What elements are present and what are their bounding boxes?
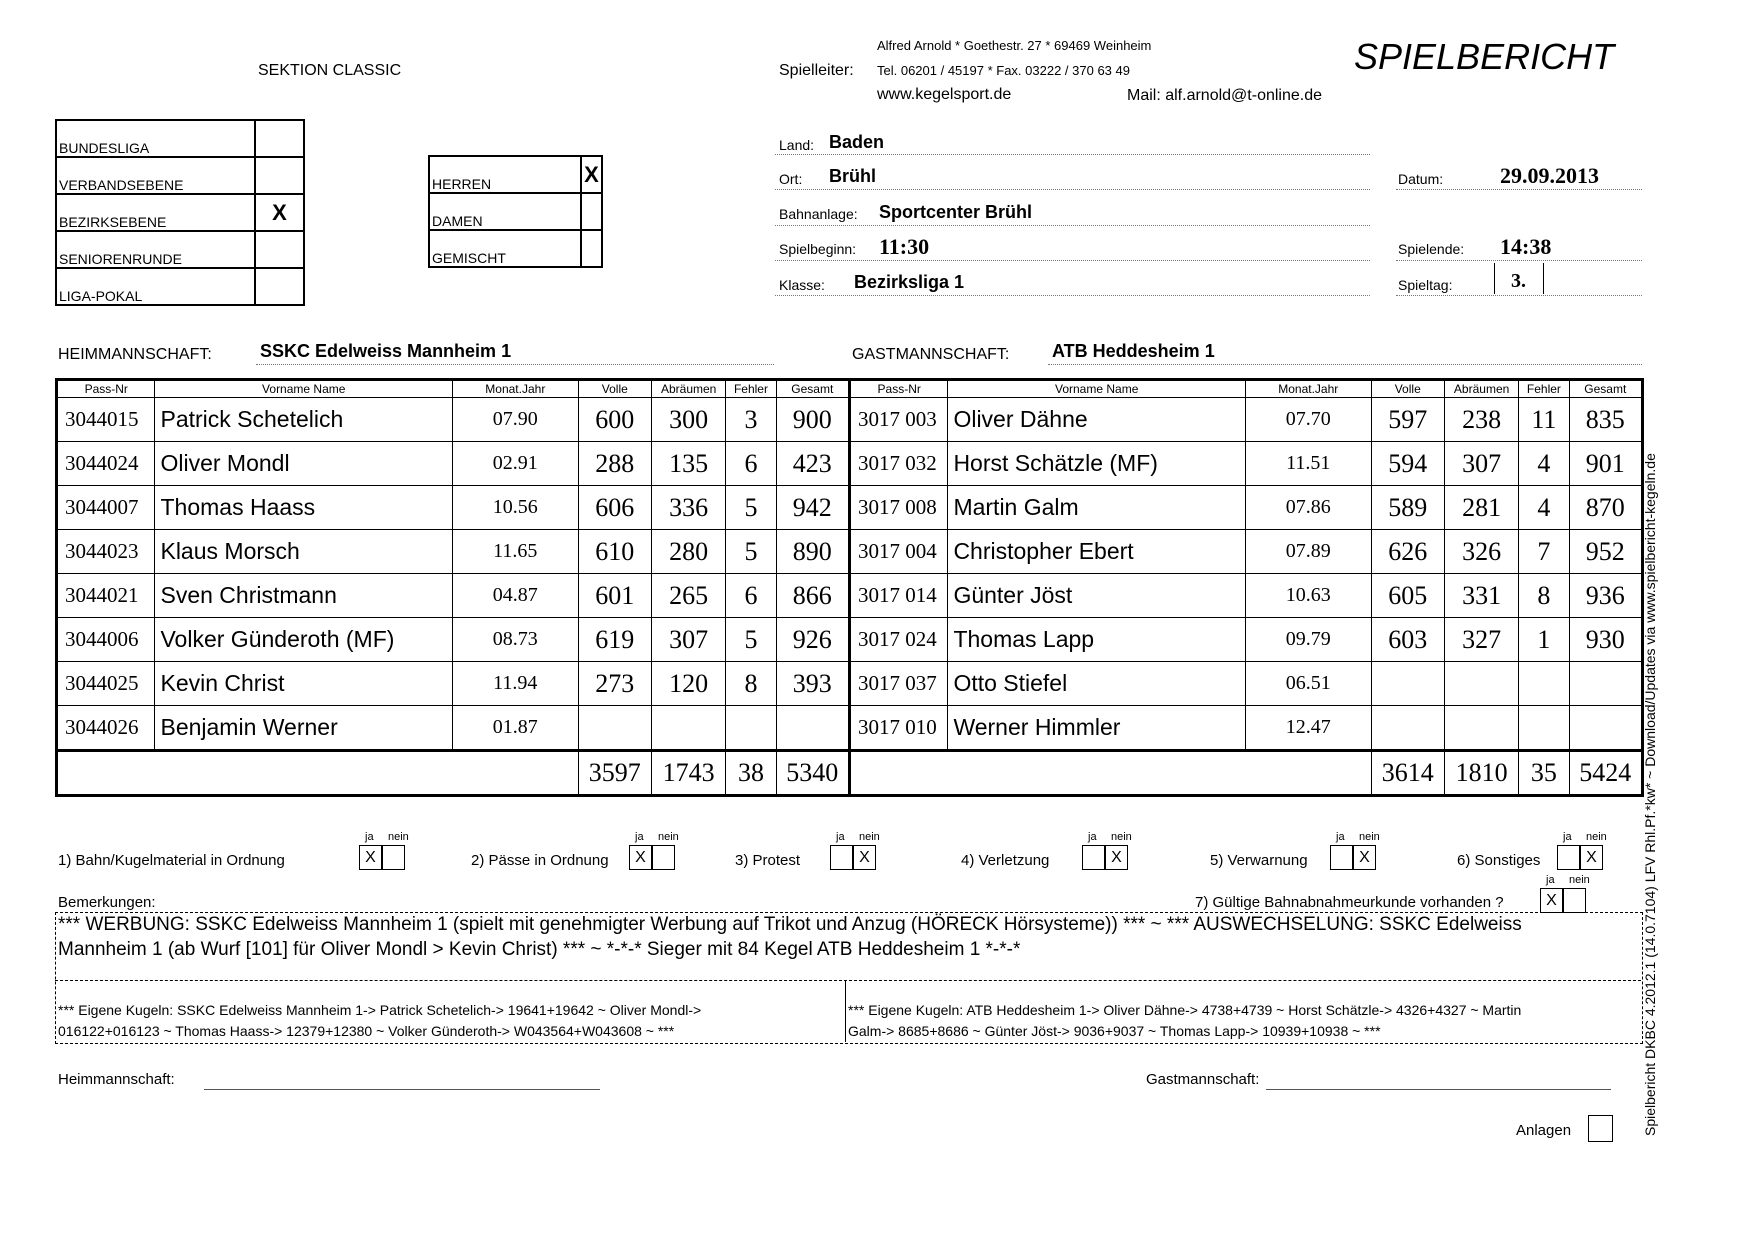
- col-header: Gesamt: [1569, 380, 1642, 398]
- spieltag-underline: [1396, 295, 1642, 296]
- home-gesamt: 942: [776, 486, 849, 530]
- level-label: SENIORENRUNDE: [56, 231, 255, 268]
- gender-label: DAMEN: [429, 193, 581, 230]
- check-5-label: 5) Verwarnung: [1210, 852, 1308, 869]
- guest-volle: [1371, 662, 1444, 706]
- check-5-nein-label: nein: [1359, 831, 1380, 843]
- check-6-ja-label: ja: [1563, 831, 1572, 843]
- guest-abraeumen: 281: [1444, 486, 1518, 530]
- col-header: Pass-Nr: [57, 380, 155, 398]
- gender-row: [429, 230, 602, 267]
- check-7-nein-box[interactable]: [1563, 888, 1586, 913]
- guest-gesamt: 870: [1569, 486, 1642, 530]
- home-gesamt: 423: [776, 442, 849, 486]
- player-row: [57, 618, 1643, 662]
- home-abraeumen: 120: [651, 662, 725, 706]
- col-header: Fehler: [726, 380, 776, 398]
- home-gesamt: 393: [776, 662, 849, 706]
- remarks-line-1: *** WERBUNG: SSKC Edelweiss Mannheim 1 (spielt mit genehmigter Werbung auf Trikot und Anzug (HÖRECK Hörsysteme)) *** ~ *** AUSWECHSELUNG: SSKC Edelweiss: [58, 914, 1522, 935]
- player-row: [57, 706, 1643, 751]
- guest-abraeumen: 326: [1444, 530, 1518, 574]
- guest-player-name: Martin Galm: [948, 486, 1246, 530]
- home-birth-month-year: 11.94: [452, 662, 578, 706]
- check-7-label: 7) Gültige Bahnabnahmeurkunde vorhanden ?: [1195, 894, 1504, 911]
- guest-gesamt: 952: [1569, 530, 1642, 574]
- guest-player-name: Horst Schätzle (MF): [948, 442, 1246, 486]
- beginn-label: Spielbeginn:: [779, 241, 857, 257]
- gender-mark[interactable]: X: [581, 156, 602, 193]
- guest-abraeumen: 331: [1444, 574, 1518, 618]
- home-total-gesamt: 5340: [776, 751, 849, 796]
- player-row: [57, 442, 1643, 486]
- level-label: VERBANDSEBENE: [56, 157, 255, 194]
- home-abraeumen: [651, 706, 725, 751]
- ende-value: 14:38: [1500, 234, 1552, 259]
- level-row: [56, 231, 304, 268]
- anlagen-box[interactable]: [1588, 1115, 1613, 1142]
- check-6-nein-box[interactable]: X: [1580, 845, 1603, 870]
- home-gesamt: [776, 706, 849, 751]
- check-7-nein-label: nein: [1569, 874, 1590, 886]
- home-team-underline: [256, 364, 774, 365]
- level-mark[interactable]: [255, 120, 304, 157]
- check-4-nein-label: nein: [1111, 831, 1132, 843]
- check-2-nein-label: nein: [658, 831, 679, 843]
- totals-spacer-guest: [849, 751, 1371, 796]
- ende-underline: [1396, 260, 1642, 261]
- check-3-nein-label: nein: [859, 831, 880, 843]
- own-balls-home-1: *** Eigene Kugeln: SSKC Edelweiss Mannheim 1-> Patrick Schetelich-> 19641+19642 ~ Oliver Mondl->: [58, 1002, 702, 1018]
- home-abraeumen: 336: [651, 486, 725, 530]
- home-pass-nr: 3044023: [57, 530, 155, 574]
- check-1-label: 1) Bahn/Kugelmaterial in Ordnung: [58, 852, 285, 869]
- level-label: BUNDESLIGA: [56, 120, 255, 157]
- guest-team-name: ATB Heddesheim 1: [1052, 341, 1215, 361]
- home-total-volle: 3597: [578, 751, 651, 796]
- guest-gesamt: 936: [1569, 574, 1642, 618]
- gender-label: HERREN: [429, 156, 581, 193]
- home-fehler: 6: [726, 574, 776, 618]
- level-label: LIGA-POKAL: [56, 268, 255, 305]
- check-3-nein-box[interactable]: X: [853, 845, 876, 870]
- col-header: Vorname Name: [948, 380, 1246, 398]
- land-underline: [775, 154, 1370, 155]
- leader-mail: Mail: alf.arnold@t-online.de: [1127, 87, 1323, 104]
- guest-fehler: 11: [1519, 398, 1569, 442]
- guest-player-name: Otto Stiefel: [948, 662, 1246, 706]
- leader-web: www.kegelsport.de: [877, 86, 1012, 103]
- guest-birth-month-year: 06.51: [1245, 662, 1371, 706]
- home-player-name: Klaus Morsch: [155, 530, 453, 574]
- home-birth-month-year: 01.87: [452, 706, 578, 751]
- home-team-label: HEIMMANNSCHAFT:: [58, 346, 212, 363]
- report-title: SPIELBERICHT: [1354, 36, 1615, 77]
- guest-pass-nr: 3017 010: [849, 706, 947, 751]
- level-mark[interactable]: [255, 268, 304, 305]
- bahn-underline: [775, 225, 1370, 226]
- home-player-name: Kevin Christ: [155, 662, 453, 706]
- check-4-ja-box[interactable]: [1082, 845, 1105, 870]
- guest-signature-line[interactable]: [1266, 1089, 1611, 1090]
- leader-label: Spielleiter:: [779, 62, 854, 79]
- level-row: [56, 157, 304, 194]
- home-total-fehler: 38: [726, 751, 776, 796]
- guest-birth-month-year: 12.47: [1245, 706, 1371, 751]
- home-fehler: 5: [726, 530, 776, 574]
- guest-gesamt: [1569, 662, 1642, 706]
- check-2-ja-box[interactable]: X: [629, 845, 652, 870]
- guest-player-name: Günter Jöst: [948, 574, 1246, 618]
- bahn-value: Sportcenter Brühl: [879, 202, 1033, 222]
- datum-value: 29.09.2013: [1500, 163, 1599, 188]
- home-volle: 606: [578, 486, 651, 530]
- guest-abraeumen: [1444, 662, 1518, 706]
- guest-total-volle: 3614: [1371, 751, 1444, 796]
- guest-pass-nr: 3017 032: [849, 442, 947, 486]
- guest-fehler: 4: [1519, 442, 1569, 486]
- col-header: Fehler: [1519, 380, 1569, 398]
- guest-gesamt: [1569, 706, 1642, 751]
- player-row: [57, 398, 1643, 442]
- guest-pass-nr: 3017 037: [849, 662, 947, 706]
- guest-volle: 589: [1371, 486, 1444, 530]
- guest-fehler: 4: [1519, 486, 1569, 530]
- home-fehler: 5: [726, 486, 776, 530]
- home-pass-nr: 3044015: [57, 398, 155, 442]
- ende-label: Spielende:: [1398, 241, 1465, 257]
- level-box: [55, 119, 305, 306]
- home-birth-month-year: 02.91: [452, 442, 578, 486]
- home-player-name: Thomas Haass: [155, 486, 453, 530]
- guest-team-label: GASTMANNSCHAFT:: [852, 346, 1010, 363]
- score-table: [55, 378, 1644, 797]
- guest-total-fehler: 35: [1519, 751, 1569, 796]
- guest-signature-label: Gastmannschaft:: [1146, 1071, 1260, 1088]
- check-2-label: 2) Pässe in Ordnung: [471, 852, 609, 869]
- check-1-ja-label: ja: [365, 831, 374, 843]
- guest-gesamt: 930: [1569, 618, 1642, 662]
- col-header: Gesamt: [776, 380, 849, 398]
- guest-fehler: [1519, 662, 1569, 706]
- check-3-label: 3) Protest: [735, 852, 801, 869]
- guest-birth-month-year: 11.51: [1245, 442, 1371, 486]
- col-header: Abräumen: [1444, 380, 1518, 398]
- own-balls-guest-2: Galm-> 8685+8686 ~ Günter Jöst-> 9036+9037 ~ Thomas Lapp-> 10939+10938 ~ ***: [848, 1023, 1381, 1039]
- guest-volle: 603: [1371, 618, 1444, 662]
- level-row: [56, 194, 304, 231]
- klasse-value: Bezirksliga 1: [854, 272, 965, 292]
- col-header: Abräumen: [651, 380, 725, 398]
- totals-spacer-home: [57, 751, 579, 796]
- home-abraeumen: 135: [651, 442, 725, 486]
- gender-box: [428, 155, 603, 268]
- beginn-value: 11:30: [879, 234, 930, 259]
- home-player-name: Patrick Schetelich: [155, 398, 453, 442]
- guest-birth-month-year: 07.86: [1245, 486, 1371, 530]
- guest-birth-month-year: 09.79: [1245, 618, 1371, 662]
- check-7-ja-label: ja: [1546, 874, 1555, 886]
- home-gesamt: 900: [776, 398, 849, 442]
- home-team-name: SSKC Edelweiss Mannheim 1: [260, 341, 512, 361]
- col-header: Monat.Jahr: [1245, 380, 1371, 398]
- col-header: Vorname Name: [155, 380, 453, 398]
- home-birth-month-year: 08.73: [452, 618, 578, 662]
- check-3-ja-box[interactable]: [830, 845, 853, 870]
- gender-label: GEMISCHT: [429, 230, 581, 267]
- guest-abraeumen: 327: [1444, 618, 1518, 662]
- guest-player-name: Werner Himmler: [948, 706, 1246, 751]
- guest-pass-nr: 3017 004: [849, 530, 947, 574]
- guest-total-abraeumen: 1810: [1444, 751, 1518, 796]
- home-abraeumen: 307: [651, 618, 725, 662]
- player-row: [57, 530, 1643, 574]
- home-gesamt: 926: [776, 618, 849, 662]
- check-4-label: 4) Verletzung: [961, 852, 1050, 869]
- own-balls-home-2: 016122+016123 ~ Thomas Haass-> 12379+12380 ~ Volker Günderoth-> W043564+W043608 ~ ***: [58, 1023, 675, 1039]
- level-label: BEZIRKSEBENE: [56, 194, 255, 231]
- klasse-label: Klasse:: [779, 277, 825, 293]
- home-volle: 619: [578, 618, 651, 662]
- remarks-label: Bemerkungen:: [58, 894, 156, 911]
- home-pass-nr: 3044006: [57, 618, 155, 662]
- guest-player-name: Christopher Ebert: [948, 530, 1246, 574]
- check-6-label: 6) Sonstiges: [1457, 852, 1541, 869]
- side-note: Spielbericht DKBC 4.2012.1 (14.0.7104) LFV Rhl.Pf.*kw* ~ Download/Updates via www.spielbericht-kegeln.de: [1642, 453, 1658, 1136]
- datum-label: Datum:: [1398, 171, 1444, 187]
- home-pass-nr: 3044007: [57, 486, 155, 530]
- col-header: Volle: [578, 380, 651, 398]
- guest-fehler: [1519, 706, 1569, 751]
- guest-total-gesamt: 5424: [1569, 751, 1642, 796]
- home-pass-nr: 3044026: [57, 706, 155, 751]
- home-fehler: 5: [726, 618, 776, 662]
- guest-volle: 605: [1371, 574, 1444, 618]
- totals-row: [57, 751, 1643, 796]
- home-abraeumen: 300: [651, 398, 725, 442]
- gender-mark[interactable]: [581, 230, 602, 267]
- level-mark[interactable]: [255, 231, 304, 268]
- check-1-ja-box[interactable]: X: [359, 845, 382, 870]
- guest-fehler: 1: [1519, 618, 1569, 662]
- guest-player-name: Thomas Lapp: [948, 618, 1246, 662]
- home-abraeumen: 265: [651, 574, 725, 618]
- guest-player-name: Oliver Dähne: [948, 398, 1246, 442]
- remarks-divider: [55, 980, 1641, 981]
- check-5-ja-box[interactable]: [1330, 845, 1353, 870]
- check-5-nein-box[interactable]: X: [1353, 845, 1376, 870]
- home-birth-month-year: 11.65: [452, 530, 578, 574]
- land-value: Baden: [829, 132, 885, 152]
- guest-gesamt: 901: [1569, 442, 1642, 486]
- col-header: Pass-Nr: [849, 380, 947, 398]
- level-row: [56, 120, 304, 157]
- klasse-underline: [775, 295, 1370, 296]
- check-5-ja-label: ja: [1336, 831, 1345, 843]
- home-abraeumen: 280: [651, 530, 725, 574]
- home-player-name: Benjamin Werner: [155, 706, 453, 751]
- guest-volle: 597: [1371, 398, 1444, 442]
- level-row: [56, 268, 304, 305]
- leader-address: Alfred Arnold * Goethestr. 27 * 69469 Weinheim: [877, 38, 1152, 53]
- home-player-name: Sven Christmann: [155, 574, 453, 618]
- guest-abraeumen: 238: [1444, 398, 1518, 442]
- header-row: [57, 380, 1643, 398]
- guest-pass-nr: 3017 008: [849, 486, 947, 530]
- gender-row: [429, 193, 602, 230]
- own-balls-guest-1: *** Eigene Kugeln: ATB Heddesheim 1-> Oliver Dähne-> 4738+4739 ~ Horst Schätzle-> 4326+4327 ~ Martin: [848, 1002, 1522, 1018]
- home-fehler: 6: [726, 442, 776, 486]
- player-row: [57, 486, 1643, 530]
- home-birth-month-year: 07.90: [452, 398, 578, 442]
- col-header: Monat.Jahr: [452, 380, 578, 398]
- guest-pass-nr: 3017 024: [849, 618, 947, 662]
- ort-underline: [775, 189, 1370, 190]
- check-4-ja-label: ja: [1088, 831, 1097, 843]
- home-pass-nr: 3044024: [57, 442, 155, 486]
- spieltag-value: 3.: [1511, 270, 1526, 292]
- guest-birth-month-year: 07.70: [1245, 398, 1371, 442]
- player-row: [57, 574, 1643, 618]
- guest-abraeumen: [1444, 706, 1518, 751]
- home-volle: 273: [578, 662, 651, 706]
- home-volle: 600: [578, 398, 651, 442]
- home-gesamt: 866: [776, 574, 849, 618]
- guest-volle: [1371, 706, 1444, 751]
- player-row: [57, 662, 1643, 706]
- section-label: SEKTION CLASSIC: [258, 62, 402, 79]
- check-2-ja-label: ja: [635, 831, 644, 843]
- home-total-abraeumen: 1743: [651, 751, 725, 796]
- land-label: Land:: [779, 137, 815, 153]
- gender-row: [429, 156, 602, 193]
- beginn-underline: [775, 260, 1370, 261]
- check-2-nein-box[interactable]: [652, 845, 675, 870]
- home-pass-nr: 3044021: [57, 574, 155, 618]
- guest-abraeumen: 307: [1444, 442, 1518, 486]
- home-player-name: Volker Günderoth (MF): [155, 618, 453, 662]
- home-birth-month-year: 10.56: [452, 486, 578, 530]
- guest-volle: 594: [1371, 442, 1444, 486]
- home-volle: 601: [578, 574, 651, 618]
- spieltag-label: Spieltag:: [1398, 277, 1453, 293]
- guest-pass-nr: 3017 003: [849, 398, 947, 442]
- ort-label: Ort:: [779, 171, 803, 187]
- leader-phone: Tel. 06201 / 45197 * Fax. 03222 / 370 63 49: [877, 63, 1130, 78]
- home-volle: [578, 706, 651, 751]
- home-fehler: 3: [726, 398, 776, 442]
- remarks-vdivider: [845, 980, 846, 1042]
- guest-fehler: 8: [1519, 574, 1569, 618]
- guest-birth-month-year: 10.63: [1245, 574, 1371, 618]
- home-birth-month-year: 04.87: [452, 574, 578, 618]
- guest-pass-nr: 3017 014: [849, 574, 947, 618]
- home-volle: 610: [578, 530, 651, 574]
- home-signature-label: Heimmannschaft:: [58, 1071, 175, 1088]
- level-mark[interactable]: [255, 157, 304, 194]
- check-1-nein-label: nein: [388, 831, 409, 843]
- home-signature-line[interactable]: [204, 1089, 600, 1090]
- check-6-nein-label: nein: [1586, 831, 1607, 843]
- guest-volle: 626: [1371, 530, 1444, 574]
- level-mark[interactable]: X: [255, 194, 304, 231]
- bahn-label: Bahnanlage:: [779, 206, 858, 222]
- home-volle: 288: [578, 442, 651, 486]
- check-4-nein-box[interactable]: X: [1105, 845, 1128, 870]
- ort-value: Brühl: [829, 166, 876, 186]
- guest-team-underline: [1048, 364, 1642, 365]
- guest-fehler: 7: [1519, 530, 1569, 574]
- home-player-name: Oliver Mondl: [155, 442, 453, 486]
- col-header: Volle: [1371, 380, 1444, 398]
- check-3-ja-label: ja: [836, 831, 845, 843]
- check-6-ja-box[interactable]: [1557, 845, 1580, 870]
- home-gesamt: 890: [776, 530, 849, 574]
- guest-gesamt: 835: [1569, 398, 1642, 442]
- home-fehler: [726, 706, 776, 751]
- check-7-ja-box[interactable]: X: [1540, 888, 1563, 913]
- anlagen-label: Anlagen: [1516, 1122, 1572, 1139]
- guest-birth-month-year: 07.89: [1245, 530, 1371, 574]
- remarks-line-2: Mannheim 1 (ab Wurf [101] für Oliver Mondl > Kevin Christ) *** ~ *-*-* Sieger mit 84 Kegel ATB Heddesheim 1 *-*-*: [58, 939, 1021, 960]
- datum-underline: [1396, 189, 1642, 190]
- check-1-nein-box[interactable]: [382, 845, 405, 870]
- home-fehler: 8: [726, 662, 776, 706]
- gender-mark[interactable]: [581, 193, 602, 230]
- home-pass-nr: 3044025: [57, 662, 155, 706]
